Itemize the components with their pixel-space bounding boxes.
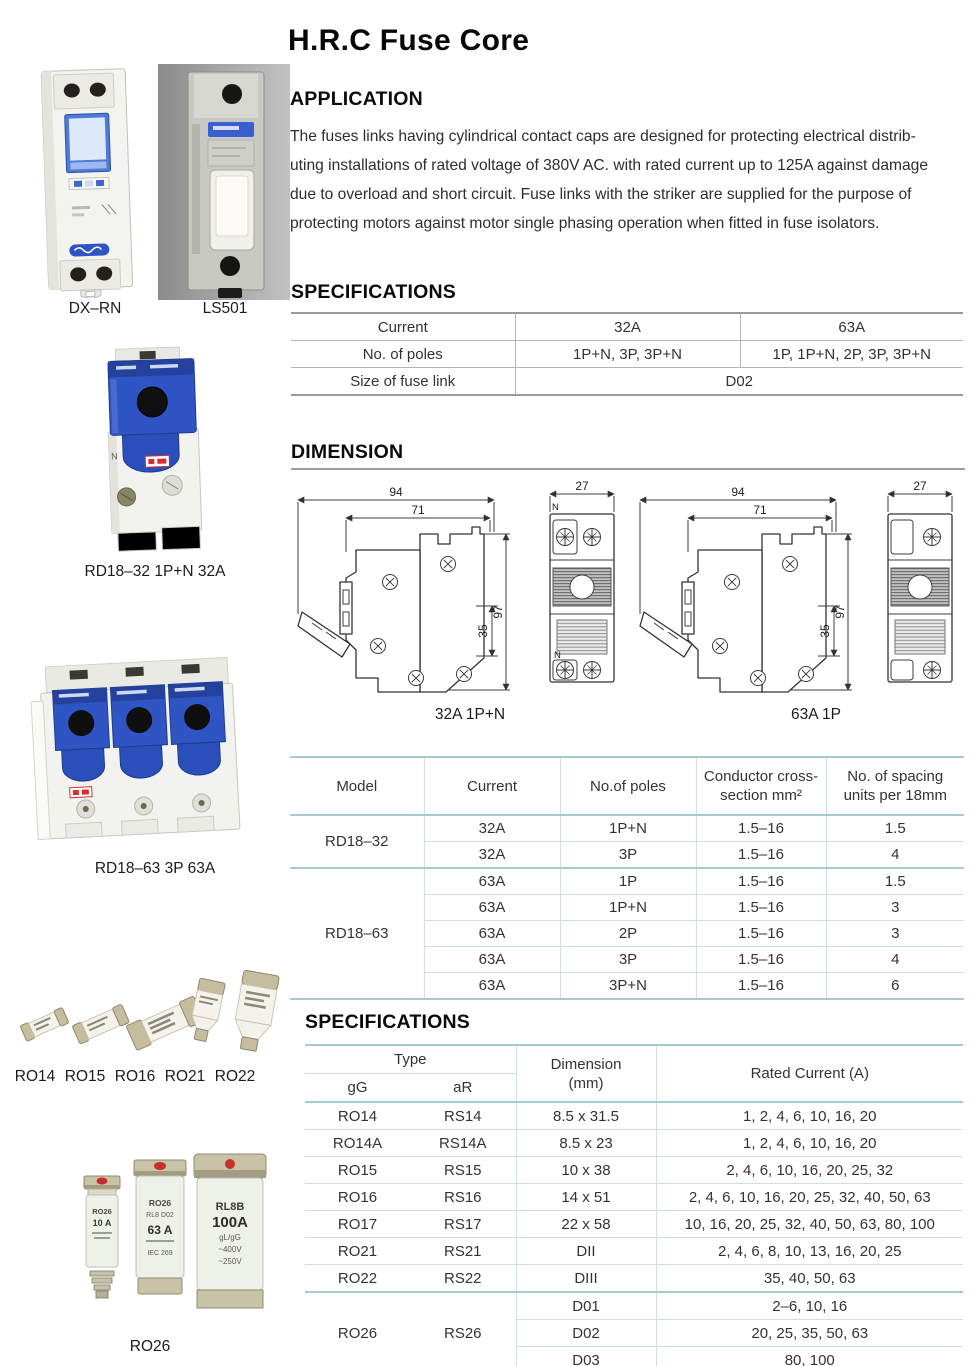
cell: 1.5–16 xyxy=(696,815,826,842)
dxrn-caption: DX–RN xyxy=(68,300,122,317)
cell: 1.5–16 xyxy=(696,973,826,1000)
cell: RS15 xyxy=(410,1157,516,1184)
header-line: Dimension xyxy=(550,1055,622,1073)
cell: 14 x 51 xyxy=(516,1184,656,1211)
dim-35: 35 xyxy=(476,624,490,638)
spec1-size-label: Size of fuse link xyxy=(291,368,515,396)
cell: 1P xyxy=(560,868,696,895)
dim-94: 94 xyxy=(731,485,745,499)
spec1-poles-32: 1P+N, 3P, 3P+N xyxy=(515,341,740,368)
heading-rule xyxy=(291,468,965,470)
ro26-large-volt2: ~250V xyxy=(218,1257,242,1266)
table-row xyxy=(305,1157,963,1184)
ro26-med-label: RO26 xyxy=(148,1198,172,1208)
model-cell: RD18–32 xyxy=(290,815,424,868)
rd18-63-caption: RD18–63 3P 63A xyxy=(94,860,216,877)
cell: 1.5–16 xyxy=(696,895,826,921)
dimtable-header-model: Model xyxy=(290,757,424,815)
cell: RO15 xyxy=(305,1157,410,1184)
spec1-current-label: Current xyxy=(291,313,515,341)
dimtable-header-conductor xyxy=(696,757,826,815)
header-line: (mm) xyxy=(568,1074,604,1092)
ro26-product-image xyxy=(30,1152,270,1334)
application-line: The fuses links having cylindrical contact caps are designed for protecting electrical distrib- xyxy=(290,128,916,145)
table-header-row xyxy=(305,1045,963,1074)
dim-27: 27 xyxy=(913,479,927,493)
cell: 22 x 58 xyxy=(516,1211,656,1238)
spec1-poles-63: 1P, 1P+N, 2P, 3P, 3P+N xyxy=(740,341,963,368)
n-marking: N xyxy=(110,451,118,462)
table-row xyxy=(290,868,964,895)
cell: 3P xyxy=(560,842,696,869)
cell: D01 xyxy=(516,1292,656,1320)
ro14-caption: RO14 xyxy=(14,1068,56,1085)
cell: 1.5–16 xyxy=(696,868,826,895)
table-row xyxy=(290,815,964,842)
dimension-drawing xyxy=(288,478,968,704)
dim-27: 27 xyxy=(575,479,589,493)
n-label: N xyxy=(552,502,559,513)
application-line: uting installations of rated voltage of 380V AC. with rated current up to 125A against damage xyxy=(290,157,929,174)
application-line: due to overload and short circuit. Fuse links with the striker are supplied for the purpose of xyxy=(290,186,912,203)
dim-71: 71 xyxy=(411,503,425,517)
cell: 3 xyxy=(826,921,964,947)
cell: RS16 xyxy=(410,1184,516,1211)
cell: 2, 4, 6, 8, 10, 13, 16, 20, 25 xyxy=(656,1238,963,1265)
header-line: Conductor cross- xyxy=(703,768,819,785)
cell: 8.5 x 23 xyxy=(516,1130,656,1157)
dimension-table xyxy=(290,756,964,1000)
model-cell: RD18–63 xyxy=(290,868,424,999)
cell: 10, 16, 20, 25, 32, 40, 50, 63, 80, 100 xyxy=(656,1211,963,1238)
ls501-caption: LS501 xyxy=(202,300,248,317)
page-title: H.R.C Fuse Core xyxy=(288,24,530,57)
application-line: protecting motors against motor single phasing operation when fitted in fuse isolators. xyxy=(290,215,880,232)
cell: 3 xyxy=(826,895,964,921)
cell: 3P+N xyxy=(560,973,696,1000)
table-row xyxy=(291,368,963,396)
cell: 32A xyxy=(424,842,560,869)
dim-71: 71 xyxy=(753,503,767,517)
spec-table xyxy=(291,312,963,396)
application-paragraph xyxy=(290,122,968,238)
cell: 4 xyxy=(826,842,964,869)
cell: 1, 2, 4, 6, 10, 16, 20 xyxy=(656,1102,963,1130)
cell: RO17 xyxy=(305,1211,410,1238)
cell: RS22 xyxy=(410,1265,516,1293)
model-cell: RO26 xyxy=(305,1292,410,1366)
cell: D03 xyxy=(516,1347,656,1366)
spec1-poles-label: No. of poles xyxy=(291,341,515,368)
header-line: No. of spacing xyxy=(847,768,944,785)
fuse-link-spec-table xyxy=(305,1044,963,1366)
dim-97: 97 xyxy=(491,605,505,619)
table-row xyxy=(291,341,963,368)
cell: 3P xyxy=(560,947,696,973)
ro26-large-volt1: ~400V xyxy=(218,1245,242,1254)
ro21-caption: RO21 xyxy=(164,1068,206,1085)
cell: RS14A xyxy=(410,1130,516,1157)
cell: RO22 xyxy=(305,1265,410,1293)
cell: 6 xyxy=(826,973,964,1000)
table-row xyxy=(305,1211,963,1238)
ro26-large-amp: 100A xyxy=(212,1214,248,1231)
cell: 2, 4, 6, 10, 16, 20, 25, 32, 40, 50, 63 xyxy=(656,1184,963,1211)
cell: RO14 xyxy=(305,1102,410,1130)
spec2-heading: SPECIFICATIONS xyxy=(305,1011,470,1033)
cell: 1.5 xyxy=(826,815,964,842)
cell: RS14 xyxy=(410,1102,516,1130)
ro26-med-amp: 63 A xyxy=(147,1223,173,1237)
drawing-caption-right: 63A 1P xyxy=(791,706,841,723)
ro26-large-class: gL/gG xyxy=(219,1233,241,1242)
spec1-current-32: 32A xyxy=(515,313,740,341)
model-cell: RS26 xyxy=(410,1292,516,1366)
dimtable-header-current: Current xyxy=(424,757,560,815)
table-row xyxy=(305,1238,963,1265)
drawing-caption-left: 32A 1P+N xyxy=(434,706,506,723)
rd18-32-caption: RD18–32 1P+N 32A xyxy=(84,563,226,580)
ro26-small-amp: 10 A xyxy=(92,1218,112,1228)
rd18-63-product-image xyxy=(22,656,262,854)
header-line: section mm² xyxy=(720,787,802,804)
cell: DIII xyxy=(516,1265,656,1293)
ro15-caption: RO15 xyxy=(64,1068,106,1085)
ro16-caption: RO16 xyxy=(114,1068,156,1085)
application-heading: APPLICATION xyxy=(290,88,423,110)
cell: 63A xyxy=(424,921,560,947)
dim-94: 94 xyxy=(389,485,403,499)
n-label: N xyxy=(554,650,561,661)
cell: 80, 100 xyxy=(656,1347,963,1366)
cell: 2, 4, 6, 10, 16, 20, 25, 32 xyxy=(656,1157,963,1184)
cell: 1.5–16 xyxy=(696,947,826,973)
table-row xyxy=(305,1130,963,1157)
cell: D02 xyxy=(516,1320,656,1347)
cell: 35, 40, 50, 63 xyxy=(656,1265,963,1293)
dimtable-header-poles: No.of poles xyxy=(560,757,696,815)
rd18-32-product-image xyxy=(55,344,250,558)
cell: RS21 xyxy=(410,1238,516,1265)
spec2-header-rated: Rated Current (A) xyxy=(656,1045,963,1102)
ro26-large-type: RL8B xyxy=(215,1201,245,1213)
cell: RO16 xyxy=(305,1184,410,1211)
spec1-size-value: D02 xyxy=(515,368,963,396)
header-line: units per 18mm xyxy=(843,787,947,804)
table-header-row xyxy=(290,757,964,815)
table-row xyxy=(305,1102,963,1130)
dim-35: 35 xyxy=(818,624,832,638)
cell: RS17 xyxy=(410,1211,516,1238)
cell: 1.5 xyxy=(826,868,964,895)
dimtable-header-spacing xyxy=(826,757,964,815)
ro26-med-type: RL8 D02 xyxy=(146,1212,174,1219)
cell: 32A xyxy=(424,815,560,842)
spec1-current-63: 63A xyxy=(740,313,963,341)
cell: 10 x 38 xyxy=(516,1157,656,1184)
ro22-caption: RO22 xyxy=(214,1068,256,1085)
cell: 1.5–16 xyxy=(696,842,826,869)
cell: 63A xyxy=(424,868,560,895)
cell: DII xyxy=(516,1238,656,1265)
table-row xyxy=(305,1265,963,1293)
dimension-heading: DIMENSION xyxy=(291,441,404,463)
fuse-row-image xyxy=(8,964,293,1066)
spec2-header-type: Type xyxy=(305,1045,516,1074)
cell: RO14A xyxy=(305,1130,410,1157)
spec2-header-ar: aR xyxy=(410,1074,516,1103)
ro26-small-label: RO26 xyxy=(92,1207,112,1216)
spec2-header-dimension xyxy=(516,1045,656,1102)
ro26-caption: RO26 xyxy=(129,1338,171,1355)
cell: 2–6, 10, 16 xyxy=(656,1292,963,1320)
cell: 63A xyxy=(424,947,560,973)
cell: 1, 2, 4, 6, 10, 16, 20 xyxy=(656,1130,963,1157)
table-row xyxy=(305,1292,963,1320)
table-row xyxy=(305,1184,963,1211)
cell: 1P+N xyxy=(560,815,696,842)
dim-97: 97 xyxy=(833,605,847,619)
cell: RO21 xyxy=(305,1238,410,1265)
cell: 1.5–16 xyxy=(696,921,826,947)
cell: 1P+N xyxy=(560,895,696,921)
cell: 8.5 x 31.5 xyxy=(516,1102,656,1130)
cell: 20, 25, 35, 50, 63 xyxy=(656,1320,963,1347)
ls501-product-image xyxy=(158,64,290,300)
cell: 63A xyxy=(424,895,560,921)
cell: 2P xyxy=(560,921,696,947)
ro26-med-iec: IEC 269 xyxy=(147,1250,173,1257)
table-row xyxy=(291,313,963,341)
spec1-heading: SPECIFICATIONS xyxy=(291,281,456,303)
dxrn-product-image xyxy=(25,66,150,298)
spec2-header-gg: gG xyxy=(305,1074,410,1103)
cell: 63A xyxy=(424,973,560,1000)
cell: 4 xyxy=(826,947,964,973)
